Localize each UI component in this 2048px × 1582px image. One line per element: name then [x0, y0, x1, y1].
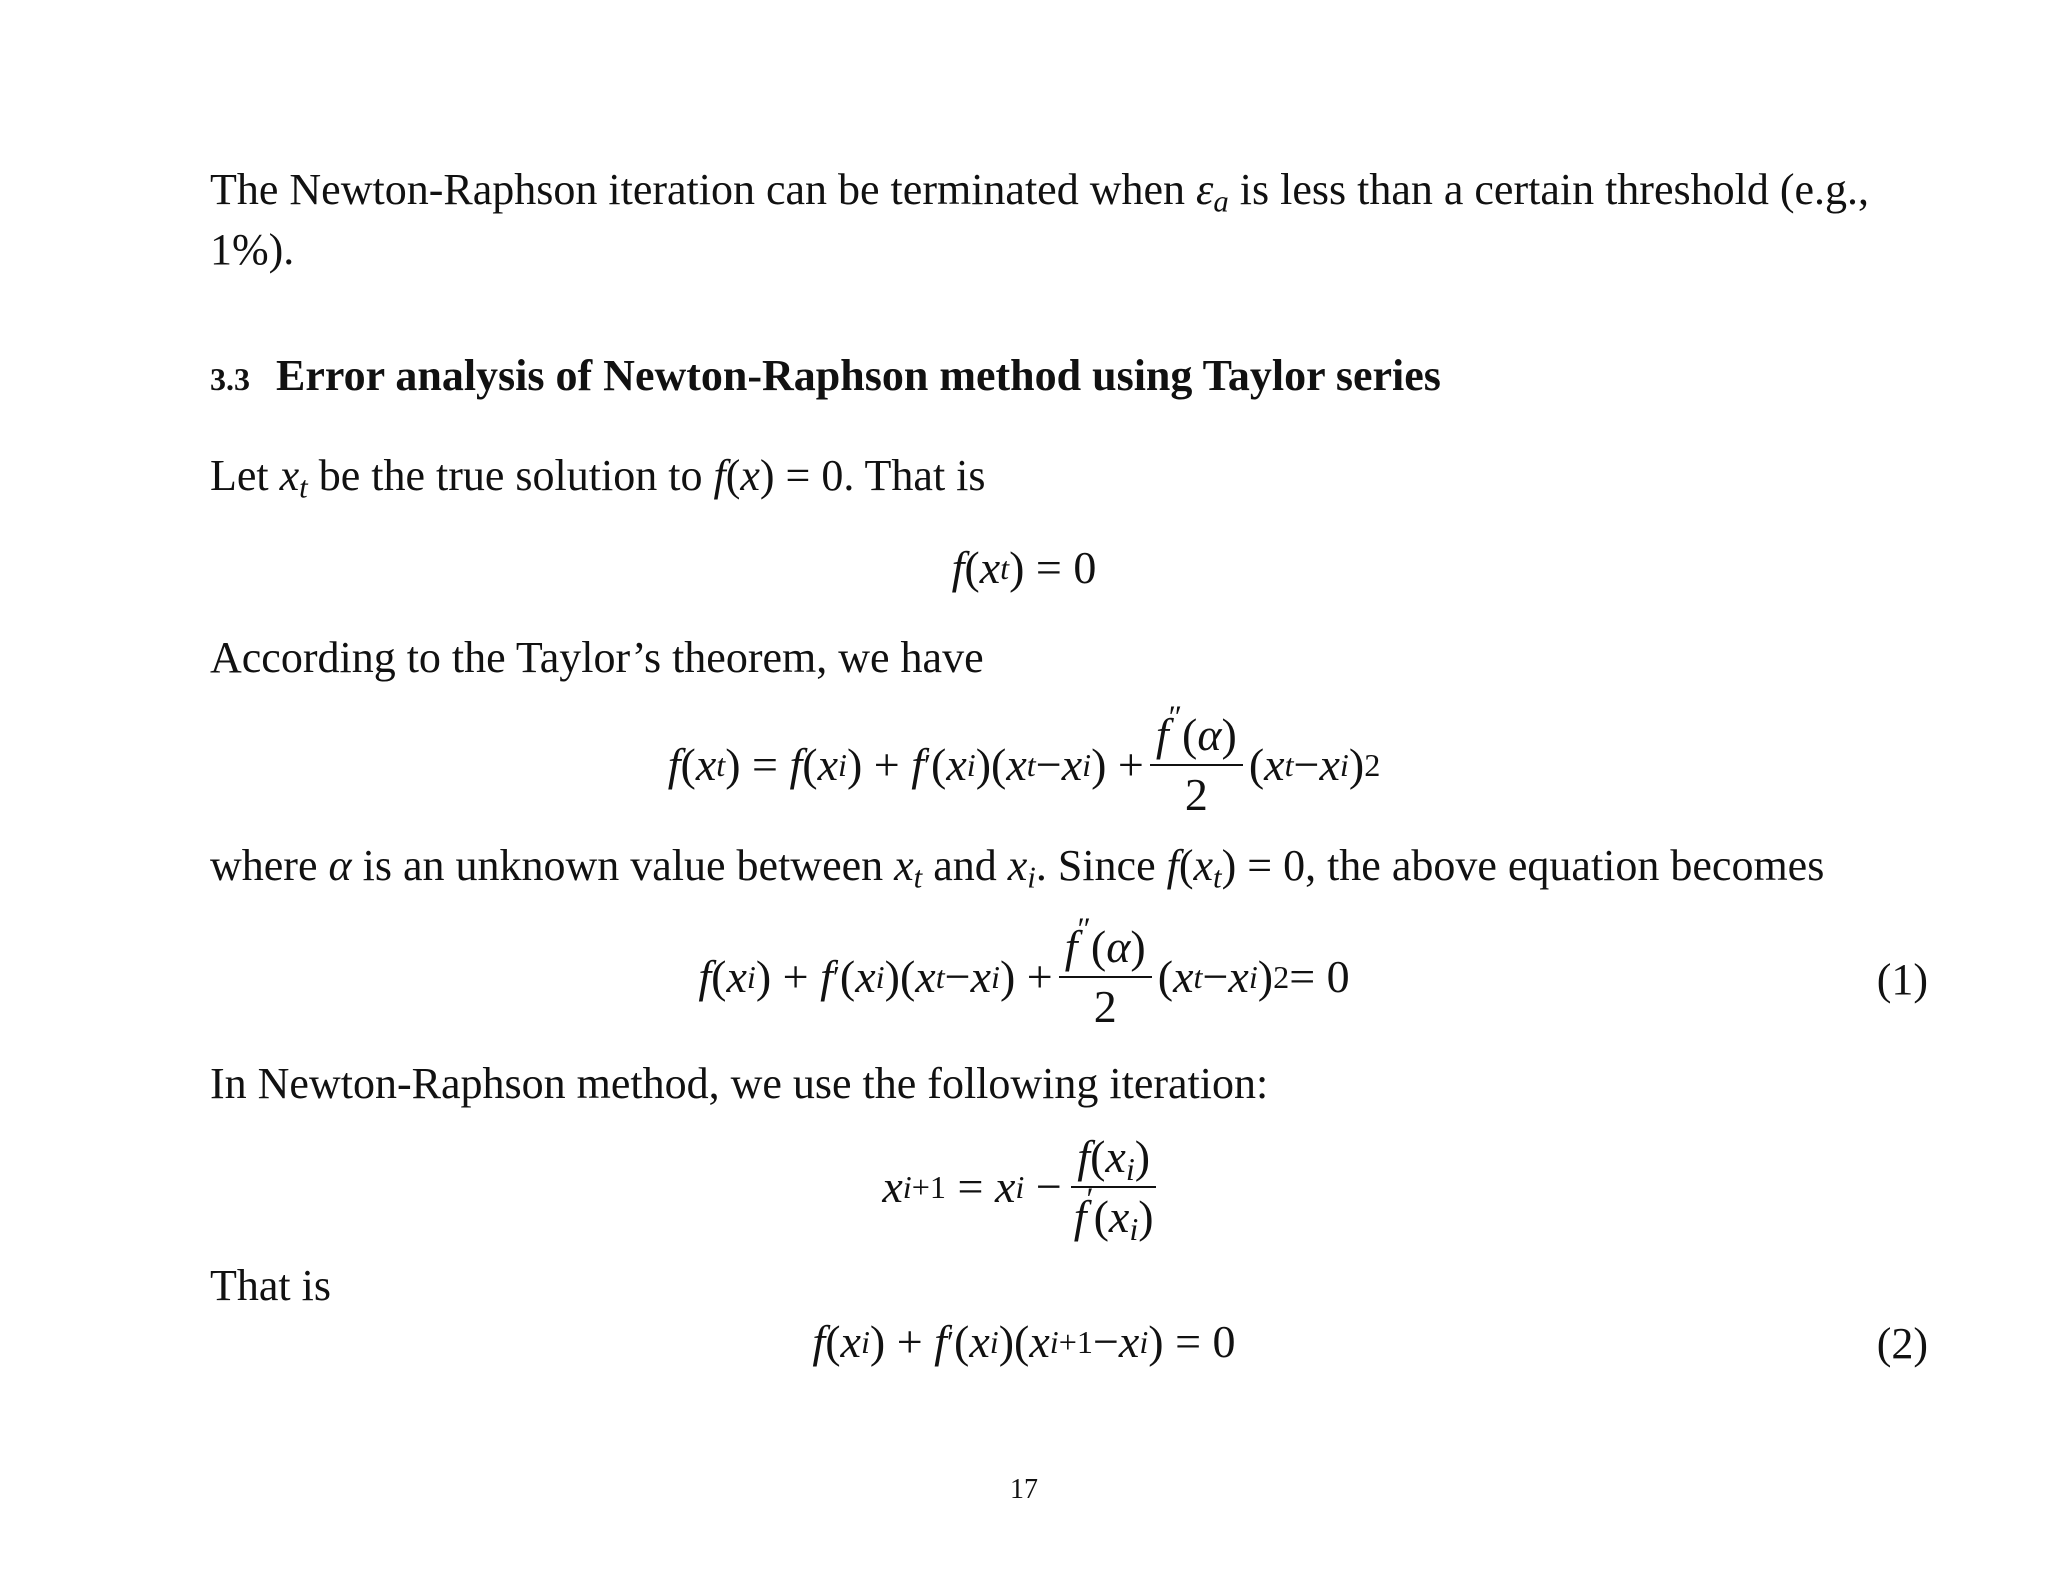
page-number: 17: [1010, 1474, 1038, 1505]
equation-number-1: (1): [1876, 955, 1928, 1004]
equation-1: f ( x i ) + f ′ ( x i )( x t − x i ) + $\frac{f''(\alpha)}{2}$ ( x t − x i ) 2 = 0: [698, 910, 1350, 1032]
fraction-second-derivative: $\frac{f''(\alpha)}{2}$: [1150, 706, 1243, 824]
paragraph-alpha: where α is an unknown value between $x_t$ and $x_i$. Since $f(x_t) = 0$, the above equation becomes: [210, 841, 1825, 895]
epsilon-subscript: a: [1213, 184, 1229, 219]
paragraph-iteration: In Newton-Raphson method, we use the following iteration:: [210, 1059, 1269, 1108]
equation-taylor-expansion: f ( x t ) = f ( x i ) + f ′ ( x i )( x t − x i ) + $\frac{f''(\alpha)}{2}$ ( x t − x i ) 2: [0, 706, 2048, 824]
paragraph-taylor: According to the Taylor’s theorem, we have: [210, 633, 984, 682]
section-number: 3.3: [210, 361, 250, 397]
equation-2: f ( x i ) + f ′ ( x i )( x i+1 − x i ) = 0: [812, 1316, 1236, 1367]
section-heading: [210, 350, 1930, 401]
equation-true-root: f ( x t ) = 0: [951, 542, 1097, 593]
epsilon-symbol: ε: [1196, 165, 1214, 214]
paragraph-termination: The Newton-Raphson iteration can be terminated when $\varepsilon_a$ is less than a certain threshold (e.g., 1%).: [210, 165, 1870, 274]
equation-newton-iteration: x i+1 = x i − $\frac{f(x_i)}{f'(x_i)}$: [0, 1128, 2048, 1246]
equation-number-2: (2): [1876, 1319, 1928, 1368]
paragraph-that-is: That is: [210, 1261, 331, 1310]
paragraph-true-solution: Let $x_t$ be the true solution to f(x) = 0. That is: [210, 451, 986, 505]
section-title: Error analysis of Newton-Raphson method using Taylor series: [276, 351, 1441, 400]
